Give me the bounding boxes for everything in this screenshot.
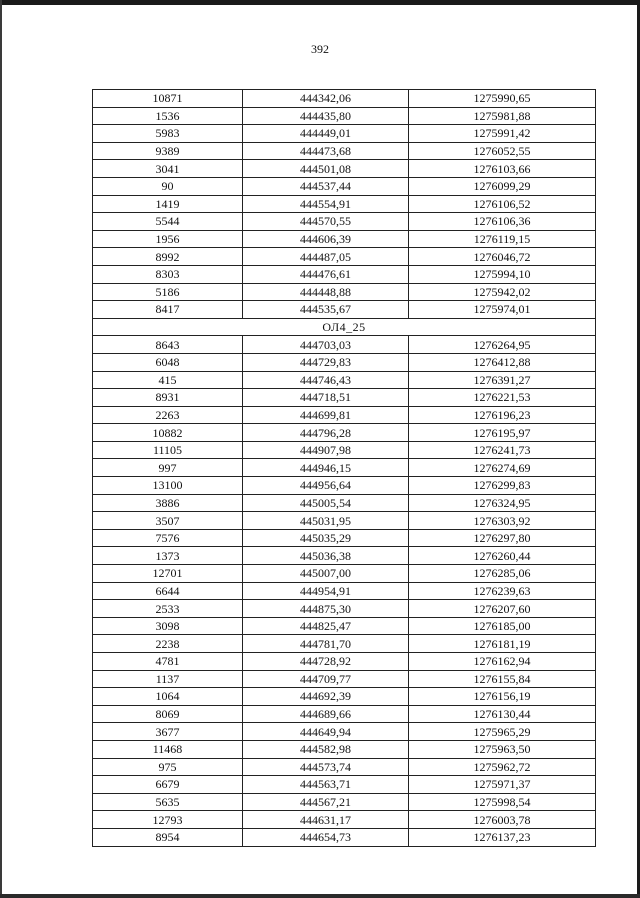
x-coordinate-cell: 444875,30 xyxy=(243,600,409,618)
y-coordinate-cell: 1276162,94 xyxy=(409,653,596,671)
table-row xyxy=(93,389,596,407)
point-number-cell: 1137 xyxy=(93,670,243,688)
x-coordinate-cell: 444946,15 xyxy=(243,459,409,477)
table-row xyxy=(93,248,596,266)
y-coordinate-cell: 1276106,36 xyxy=(409,213,596,231)
y-coordinate-cell: 1276391,27 xyxy=(409,371,596,389)
y-coordinate-cell: 1276285,06 xyxy=(409,565,596,583)
x-coordinate-cell: 444631,17 xyxy=(243,811,409,829)
y-coordinate-cell: 1276156,19 xyxy=(409,688,596,706)
coordinates-table xyxy=(92,89,596,847)
y-coordinate-cell: 1276137,23 xyxy=(409,828,596,846)
y-coordinate-cell: 1276046,72 xyxy=(409,248,596,266)
point-number-cell: 8303 xyxy=(93,265,243,283)
x-coordinate-cell: 444746,43 xyxy=(243,371,409,389)
point-number-cell: 1373 xyxy=(93,547,243,565)
x-coordinate-cell: 444796,28 xyxy=(243,424,409,442)
x-coordinate-cell: 444582,98 xyxy=(243,740,409,758)
x-coordinate-cell: 444718,51 xyxy=(243,389,409,407)
x-coordinate-cell: 444573,74 xyxy=(243,758,409,776)
scan-edge-bottom xyxy=(0,894,640,898)
point-number-cell: 1419 xyxy=(93,195,243,213)
x-coordinate-cell: 444649,94 xyxy=(243,723,409,741)
x-coordinate-cell: 444907,98 xyxy=(243,441,409,459)
point-number-cell: 5186 xyxy=(93,283,243,301)
point-number-cell: 12701 xyxy=(93,565,243,583)
point-number-cell: 975 xyxy=(93,758,243,776)
table-row xyxy=(93,406,596,424)
table-row xyxy=(93,617,596,635)
y-coordinate-cell: 1276297,80 xyxy=(409,529,596,547)
y-coordinate-cell: 1275965,29 xyxy=(409,723,596,741)
x-coordinate-cell: 444729,83 xyxy=(243,353,409,371)
coordinates-group-a xyxy=(93,90,596,319)
point-number-cell: 8069 xyxy=(93,705,243,723)
x-coordinate-cell: 445031,95 xyxy=(243,512,409,530)
x-coordinate-cell: 444537,44 xyxy=(243,177,409,195)
point-number-cell: 6679 xyxy=(93,776,243,794)
point-number-cell: 5635 xyxy=(93,793,243,811)
point-number-cell: 3098 xyxy=(93,617,243,635)
y-coordinate-cell: 1276155,84 xyxy=(409,670,596,688)
table-row xyxy=(93,195,596,213)
y-coordinate-cell: 1276185,00 xyxy=(409,617,596,635)
table-row xyxy=(93,142,596,160)
point-number-cell: 8643 xyxy=(93,336,243,354)
table-row xyxy=(93,336,596,354)
point-number-cell: 4781 xyxy=(93,653,243,671)
y-coordinate-cell: 1275971,37 xyxy=(409,776,596,794)
y-coordinate-cell: 1276412,88 xyxy=(409,353,596,371)
point-number-cell: 415 xyxy=(93,371,243,389)
point-number-cell: 8954 xyxy=(93,828,243,846)
point-number-cell: 3886 xyxy=(93,494,243,512)
table-row xyxy=(93,723,596,741)
table-row xyxy=(93,600,596,618)
y-coordinate-cell: 1276103,66 xyxy=(409,160,596,178)
point-number-cell: 10871 xyxy=(93,90,243,108)
x-coordinate-cell: 444956,64 xyxy=(243,477,409,495)
page-number: 392 xyxy=(311,42,329,56)
x-coordinate-cell: 444563,71 xyxy=(243,776,409,794)
section-label: ОЛ4_25 xyxy=(93,318,596,336)
table-row xyxy=(93,265,596,283)
y-coordinate-cell: 1276106,52 xyxy=(409,195,596,213)
x-coordinate-cell: 444501,08 xyxy=(243,160,409,178)
table-row xyxy=(93,477,596,495)
table-row xyxy=(93,90,596,108)
x-coordinate-cell: 445005,54 xyxy=(243,494,409,512)
x-coordinate-cell: 444825,47 xyxy=(243,617,409,635)
x-coordinate-cell: 444449,01 xyxy=(243,125,409,143)
y-coordinate-cell: 1275994,10 xyxy=(409,265,596,283)
y-coordinate-cell: 1276181,19 xyxy=(409,635,596,653)
table-row xyxy=(93,512,596,530)
point-number-cell: 1956 xyxy=(93,230,243,248)
point-number-cell: 9389 xyxy=(93,142,243,160)
point-number-cell: 13100 xyxy=(93,477,243,495)
y-coordinate-cell: 1276119,15 xyxy=(409,230,596,248)
coordinates-group-b xyxy=(93,336,596,846)
section-row xyxy=(93,318,596,336)
y-coordinate-cell: 1276221,53 xyxy=(409,389,596,407)
y-coordinate-cell: 1275998,54 xyxy=(409,793,596,811)
y-coordinate-cell: 1276207,60 xyxy=(409,600,596,618)
y-coordinate-cell: 1276274,69 xyxy=(409,459,596,477)
y-coordinate-cell: 1275963,50 xyxy=(409,740,596,758)
x-coordinate-cell: 444567,21 xyxy=(243,793,409,811)
table-row xyxy=(93,653,596,671)
point-number-cell: 90 xyxy=(93,177,243,195)
table-row xyxy=(93,494,596,512)
x-coordinate-cell: 444689,66 xyxy=(243,705,409,723)
table-row xyxy=(93,371,596,389)
x-coordinate-cell: 444699,81 xyxy=(243,406,409,424)
point-number-cell: 3507 xyxy=(93,512,243,530)
point-number-cell: 997 xyxy=(93,459,243,477)
point-number-cell: 1536 xyxy=(93,107,243,125)
point-number-cell: 8992 xyxy=(93,248,243,266)
y-coordinate-cell: 1275962,72 xyxy=(409,758,596,776)
section-header-group xyxy=(93,318,596,336)
table-row xyxy=(93,213,596,231)
table-row xyxy=(93,424,596,442)
y-coordinate-cell: 1276130,44 xyxy=(409,705,596,723)
y-coordinate-cell: 1276260,44 xyxy=(409,547,596,565)
point-number-cell: 6048 xyxy=(93,353,243,371)
point-number-cell: 2533 xyxy=(93,600,243,618)
x-coordinate-cell: 444954,91 xyxy=(243,582,409,600)
point-number-cell: 8931 xyxy=(93,389,243,407)
x-coordinate-cell: 444781,70 xyxy=(243,635,409,653)
table-row xyxy=(93,793,596,811)
x-coordinate-cell: 444654,73 xyxy=(243,828,409,846)
y-coordinate-cell: 1276299,83 xyxy=(409,477,596,495)
table-row xyxy=(93,565,596,583)
table-row xyxy=(93,758,596,776)
y-coordinate-cell: 1276052,55 xyxy=(409,142,596,160)
y-coordinate-cell: 1276099,29 xyxy=(409,177,596,195)
table-row xyxy=(93,828,596,846)
x-coordinate-cell: 444606,39 xyxy=(243,230,409,248)
y-coordinate-cell: 1276003,78 xyxy=(409,811,596,829)
y-coordinate-cell: 1275990,65 xyxy=(409,90,596,108)
point-number-cell: 5544 xyxy=(93,213,243,231)
point-number-cell: 11468 xyxy=(93,740,243,758)
y-coordinate-cell: 1276303,92 xyxy=(409,512,596,530)
x-coordinate-cell: 444709,77 xyxy=(243,670,409,688)
point-number-cell: 11105 xyxy=(93,441,243,459)
point-number-cell: 3677 xyxy=(93,723,243,741)
x-coordinate-cell: 444435,80 xyxy=(243,107,409,125)
y-coordinate-cell: 1276195,97 xyxy=(409,424,596,442)
table-row xyxy=(93,125,596,143)
table-row xyxy=(93,529,596,547)
y-coordinate-cell: 1275974,01 xyxy=(409,301,596,319)
point-number-cell: 2238 xyxy=(93,635,243,653)
table-row xyxy=(93,670,596,688)
y-coordinate-cell: 1276241,73 xyxy=(409,441,596,459)
x-coordinate-cell: 444692,39 xyxy=(243,688,409,706)
scan-edge-top xyxy=(0,0,640,5)
x-coordinate-cell: 444476,61 xyxy=(243,265,409,283)
table-row xyxy=(93,547,596,565)
scan-edge-left xyxy=(0,0,2,898)
point-number-cell: 5983 xyxy=(93,125,243,143)
point-number-cell: 10882 xyxy=(93,424,243,442)
y-coordinate-cell: 1275942,02 xyxy=(409,283,596,301)
x-coordinate-cell: 444535,67 xyxy=(243,301,409,319)
point-number-cell: 3041 xyxy=(93,160,243,178)
table-row xyxy=(93,107,596,125)
x-coordinate-cell: 444703,03 xyxy=(243,336,409,354)
table-row xyxy=(93,459,596,477)
table-row xyxy=(93,177,596,195)
table-row xyxy=(93,811,596,829)
table-row xyxy=(93,230,596,248)
point-number-cell: 12793 xyxy=(93,811,243,829)
y-coordinate-cell: 1275981,88 xyxy=(409,107,596,125)
table-row xyxy=(93,705,596,723)
table-row xyxy=(93,160,596,178)
table-row xyxy=(93,740,596,758)
x-coordinate-cell: 444554,91 xyxy=(243,195,409,213)
table-row xyxy=(93,441,596,459)
table-row xyxy=(93,688,596,706)
table-row xyxy=(93,582,596,600)
y-coordinate-cell: 1275991,42 xyxy=(409,125,596,143)
x-coordinate-cell: 444728,92 xyxy=(243,653,409,671)
x-coordinate-cell: 444570,55 xyxy=(243,213,409,231)
y-coordinate-cell: 1276324,95 xyxy=(409,494,596,512)
table-row xyxy=(93,635,596,653)
point-number-cell: 7576 xyxy=(93,529,243,547)
y-coordinate-cell: 1276239,63 xyxy=(409,582,596,600)
y-coordinate-cell: 1276196,23 xyxy=(409,406,596,424)
point-number-cell: 1064 xyxy=(93,688,243,706)
table-row xyxy=(93,301,596,319)
x-coordinate-cell: 445007,00 xyxy=(243,565,409,583)
x-coordinate-cell: 444473,68 xyxy=(243,142,409,160)
x-coordinate-cell: 445036,38 xyxy=(243,547,409,565)
x-coordinate-cell: 444448,88 xyxy=(243,283,409,301)
table-row xyxy=(93,353,596,371)
point-number-cell: 6644 xyxy=(93,582,243,600)
table-row xyxy=(93,776,596,794)
point-number-cell: 8417 xyxy=(93,301,243,319)
table-row xyxy=(93,283,596,301)
y-coordinate-cell: 1276264,95 xyxy=(409,336,596,354)
point-number-cell: 2263 xyxy=(93,406,243,424)
x-coordinate-cell: 444487,05 xyxy=(243,248,409,266)
x-coordinate-cell: 445035,29 xyxy=(243,529,409,547)
x-coordinate-cell: 444342,06 xyxy=(243,90,409,108)
